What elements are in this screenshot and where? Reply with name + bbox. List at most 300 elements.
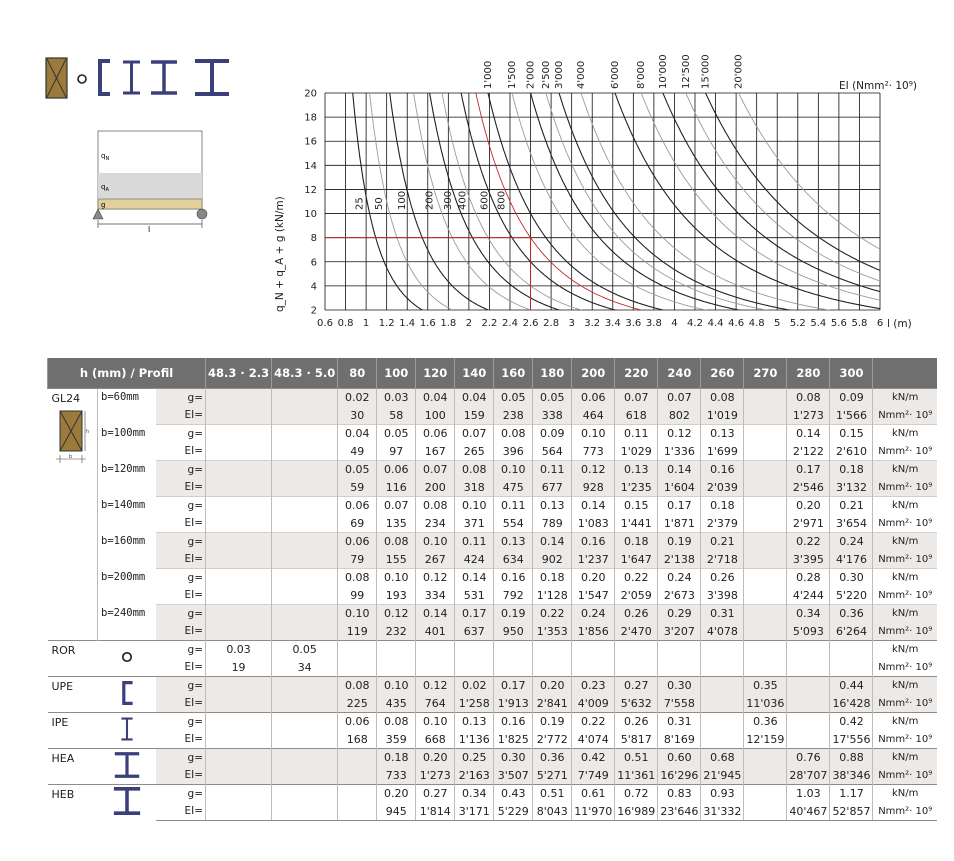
hea-beam-icon: [151, 62, 177, 93]
table-row: [48, 587, 937, 605]
unit-label: Nmm²· 10⁹: [873, 731, 937, 749]
ei-value: 1'029: [615, 443, 658, 461]
g-value: [744, 569, 787, 587]
g-value: 0.36: [744, 713, 787, 731]
ei-value: [272, 443, 338, 461]
g-value: 0.07: [455, 425, 494, 443]
g-value: 0.13: [533, 497, 572, 515]
header-col: 270: [744, 358, 787, 389]
ei-value: [206, 803, 272, 821]
ei-value: 100: [416, 407, 455, 425]
g-value: 0.13: [455, 713, 494, 731]
g-value: 0.08: [416, 497, 455, 515]
unit-label: Nmm²· 10⁹: [873, 515, 937, 533]
ei-value: 1'814: [416, 803, 455, 821]
ei-value: [744, 551, 787, 569]
g-value: [744, 461, 787, 479]
table-row: [48, 677, 937, 695]
key-g: g=: [156, 605, 206, 623]
g-value: [338, 749, 377, 767]
ei-value: [744, 479, 787, 497]
g-value: 0.19: [658, 533, 701, 551]
g-value: 0.22: [615, 569, 658, 587]
ei-value: 2'718: [701, 551, 744, 569]
g-value: 0.18: [830, 461, 873, 479]
width-label: b=100mm: [98, 425, 156, 461]
g-value: 0.10: [572, 425, 615, 443]
width-label: b=160mm: [98, 533, 156, 569]
g-value: 0.08: [377, 533, 416, 551]
unit-label: kN/m: [873, 641, 937, 659]
ei-value: [272, 623, 338, 641]
ei-value: [338, 803, 377, 821]
ei-curves: [294, 52, 900, 334]
unit-label: kN/m: [873, 605, 937, 623]
x-tick-label: 1.4: [399, 318, 416, 329]
g-value: [701, 641, 744, 659]
ei-top-label: 20'000: [733, 54, 745, 89]
table-row: [48, 461, 937, 479]
ei-value: 2'138: [658, 551, 701, 569]
x-tick-label: 3: [568, 318, 575, 329]
g-value: 0.17: [494, 677, 533, 695]
ei-value: 2'039: [701, 479, 744, 497]
glulam-section-icon: [52, 409, 94, 474]
ei-value: 5'632: [615, 695, 658, 713]
ei-value: 200: [416, 479, 455, 497]
g-value: 0.18: [701, 497, 744, 515]
group-name: HEB: [51, 788, 75, 801]
ei-value: 1'128: [533, 587, 572, 605]
y-tick-label: 18: [304, 112, 317, 124]
g-value: [787, 677, 830, 695]
unit-label: kN/m: [873, 785, 937, 803]
unit-label: Nmm²· 10⁹: [873, 623, 937, 641]
ei-value: [272, 407, 338, 425]
header-col: 220: [615, 358, 658, 389]
g-value: 0.16: [494, 713, 533, 731]
g-value: 0.26: [701, 569, 744, 587]
g-value: 0.05: [377, 425, 416, 443]
group-label: [48, 785, 98, 821]
g-value: 0.10: [377, 677, 416, 695]
g-value: 0.17: [658, 497, 701, 515]
key-ei: EI=: [184, 589, 203, 602]
upe-section-icon: [98, 677, 156, 713]
g-value: [744, 605, 787, 623]
g-value: [206, 785, 272, 803]
span-label: l: [148, 225, 151, 234]
g-value: [744, 749, 787, 767]
g-value: 0.61: [572, 785, 615, 803]
ei-curve: [294, 52, 900, 330]
ei-value: 401: [416, 623, 455, 641]
ei-value: 334: [416, 587, 455, 605]
ei-value: [338, 767, 377, 785]
g-value: 0.20: [377, 785, 416, 803]
ei-curve-label: 800: [496, 190, 508, 210]
g-value: 0.14: [455, 569, 494, 587]
g-value: 0.26: [615, 605, 658, 623]
ei-top-label: 1'500: [507, 60, 518, 89]
ei-value: 1'604: [658, 479, 701, 497]
x-tick-label: 4.6: [728, 318, 745, 329]
g-value: 0.08: [494, 425, 533, 443]
ei-value: 116: [377, 479, 416, 497]
group-label: [48, 677, 98, 713]
upe-channel-icon: [100, 61, 110, 94]
table-row: [48, 695, 937, 713]
load-diagram: [90, 128, 215, 238]
y-tick-label: 2: [310, 305, 317, 317]
g-value: 0.21: [830, 497, 873, 515]
ei-value: 8'043: [533, 803, 572, 821]
table-row: [48, 641, 937, 659]
key-g: g=: [156, 533, 206, 551]
ei-value: [455, 659, 494, 677]
g-value: 1.03: [787, 785, 830, 803]
g-value: 0.60: [658, 749, 701, 767]
g-value: 0.93: [701, 785, 744, 803]
header-col: 260: [701, 358, 744, 389]
ei-value: 634: [494, 551, 533, 569]
table-row: [48, 407, 937, 425]
g-value: 0.27: [615, 677, 658, 695]
ei-top-label: 12'500: [680, 54, 692, 89]
g-value: [206, 749, 272, 767]
g-value: 0.14: [658, 461, 701, 479]
ei-value: [206, 623, 272, 641]
ei-curve-label: 300: [443, 190, 455, 210]
key-g: g=: [156, 425, 206, 443]
ei-value: 167: [416, 443, 455, 461]
g-value: 0.08: [338, 677, 377, 695]
ei-value: [272, 695, 338, 713]
table-row: [48, 749, 937, 767]
g-value: [787, 641, 830, 659]
ei-value: 1'235: [615, 479, 658, 497]
g-value: 0.19: [494, 605, 533, 623]
profile-icons: [45, 56, 245, 101]
ei-curve: [294, 52, 900, 334]
g-value: 0.05: [533, 389, 572, 407]
ei-value: 1'441: [615, 515, 658, 533]
g-value: 0.31: [701, 605, 744, 623]
header-col: 80: [338, 358, 377, 389]
g-value: 0.03: [206, 641, 272, 659]
key-ei: EI=: [184, 661, 203, 674]
g-value: 0.06: [338, 533, 377, 551]
table-row: [48, 605, 937, 623]
x-tick-label: 4: [671, 318, 678, 329]
ei-value: 193: [377, 587, 416, 605]
table-row: [48, 659, 937, 677]
ei-value: 1'353: [533, 623, 572, 641]
ei-value: 677: [533, 479, 572, 497]
header-col: 140: [455, 358, 494, 389]
g-label: g: [101, 201, 106, 209]
g-value: 1.17: [830, 785, 873, 803]
g-value: 0.13: [701, 425, 744, 443]
table-row: [48, 497, 937, 515]
table-row: [48, 803, 937, 821]
g-value: 0.30: [494, 749, 533, 767]
g-value: [272, 713, 338, 731]
ei-curve: [294, 52, 900, 333]
g-value: 0.22: [572, 713, 615, 731]
ei-value: 371: [455, 515, 494, 533]
key-ei: EI=: [184, 733, 203, 746]
x-axis-label: l (m): [887, 318, 912, 330]
ei-value: [272, 515, 338, 533]
y-tick-label: 16: [304, 136, 317, 148]
ei-value: 1'871: [658, 515, 701, 533]
ei-value: 2'971: [787, 515, 830, 533]
g-value: 0.25: [455, 749, 494, 767]
g-value: 0.18: [377, 749, 416, 767]
ei-value: 2'379: [701, 515, 744, 533]
g-value: 0.12: [658, 425, 701, 443]
g-value: 0.07: [658, 389, 701, 407]
ei-value: [272, 731, 338, 749]
x-tick-label: 4.4: [707, 318, 724, 329]
ei-top-label: 1'000: [483, 60, 494, 89]
ei-value: 1'019: [701, 407, 744, 425]
header-col: 48.3 · 5.0: [272, 358, 338, 389]
ipe-beam-icon: [123, 62, 140, 93]
g-value: 0.26: [615, 713, 658, 731]
g-value: 0.22: [533, 605, 572, 623]
ei-value: 52'857: [830, 803, 873, 821]
g-value: 0.21: [701, 533, 744, 551]
g-value: 0.04: [416, 389, 455, 407]
g-value: 0.12: [377, 605, 416, 623]
key-ei: EI=: [156, 551, 206, 569]
header-col: 300: [830, 358, 873, 389]
unit-label: Nmm²· 10⁹: [873, 695, 937, 713]
ei-value: 2'610: [830, 443, 873, 461]
ei-top-label: 10'000: [657, 54, 669, 89]
ei-top-label: 6'000: [610, 60, 621, 89]
key-g: g=: [156, 569, 206, 587]
table-row: [48, 623, 937, 641]
ei-value: 5'220: [830, 587, 873, 605]
ei-value: 97: [377, 443, 416, 461]
g-value: [272, 425, 338, 443]
g-value: [572, 641, 615, 659]
g-value: 0.03: [377, 389, 416, 407]
g-value: 0.08: [701, 389, 744, 407]
g-value: [494, 641, 533, 659]
g-value: [272, 677, 338, 695]
g-value: 0.14: [787, 425, 830, 443]
g-value: 0.72: [615, 785, 658, 803]
g-value: 0.36: [830, 605, 873, 623]
g-value: 0.20: [416, 749, 455, 767]
ei-value: [377, 659, 416, 677]
g-value: 0.18: [533, 569, 572, 587]
chart-grid: [325, 93, 880, 310]
g-value: 0.16: [494, 569, 533, 587]
x-tick-label: 4.8: [748, 318, 765, 329]
ei-value: 3'654: [830, 515, 873, 533]
ei-value: 2'163: [455, 767, 494, 785]
ei-value: 1'547: [572, 587, 615, 605]
key-ei: EI=: [156, 695, 206, 713]
width-label: b=60mm: [98, 389, 156, 425]
ei-value: 2'841: [533, 695, 572, 713]
ei-value: 4'176: [830, 551, 873, 569]
ei-value: 3'398: [701, 587, 744, 605]
ei-curve-label: 25: [354, 197, 366, 210]
ei-value: [701, 695, 744, 713]
ei-value: [206, 407, 272, 425]
glulam-icon: [46, 58, 67, 98]
ei-curve-labels: [354, 54, 744, 210]
ei-value: 5'817: [615, 731, 658, 749]
unit-label: kN/m: [873, 425, 937, 443]
ei-value: 764: [416, 695, 455, 713]
g-value: 0.10: [377, 569, 416, 587]
group-label: [48, 749, 98, 785]
g-value: 0.42: [572, 749, 615, 767]
g-value: 0.29: [658, 605, 701, 623]
g-value: 0.14: [533, 533, 572, 551]
ei-value: 1'273: [787, 407, 830, 425]
ei-curve-label: 400: [457, 190, 469, 210]
table-row: [48, 425, 937, 443]
ei-top-label: 3'000: [554, 60, 566, 89]
x-tick-label: 5: [774, 318, 781, 329]
g-value: [338, 641, 377, 659]
key-g: g=: [156, 461, 206, 479]
x-tick-label: 3.4: [604, 318, 621, 329]
ei-top-label: 8'000: [636, 60, 648, 89]
g-value: 0.08: [787, 389, 830, 407]
key-g: g=: [156, 749, 206, 767]
g-value: [658, 641, 701, 659]
ror-section-icon: [98, 641, 156, 677]
ei-value: 1'258: [455, 695, 494, 713]
g-value: 0.10: [455, 497, 494, 515]
group-name: ROR: [51, 644, 76, 657]
ei-value: [787, 659, 830, 677]
ei-value: 23'646: [658, 803, 701, 821]
y-tick-label: 4: [310, 281, 317, 293]
round-tube-icon: [78, 75, 86, 83]
ei-value: 6'264: [830, 623, 873, 641]
ei-value: 802: [658, 407, 701, 425]
x-tick-label: 1.8: [440, 318, 457, 329]
ei-value: 40'467: [787, 803, 830, 821]
ei-value: 1'237: [572, 551, 615, 569]
ei-value: [206, 731, 272, 749]
g-value: 0.20: [572, 569, 615, 587]
g-value: 0.10: [338, 605, 377, 623]
ei-value: [744, 659, 787, 677]
ei-value: 34: [272, 659, 338, 677]
ei-value: 234: [416, 515, 455, 533]
key-ei: EI=: [184, 517, 203, 530]
ei-value: 69: [338, 515, 377, 533]
group-label: [48, 641, 98, 677]
g-value: 0.09: [533, 425, 572, 443]
ei-value: 2'122: [787, 443, 830, 461]
ei-value: 554: [494, 515, 533, 533]
g-value: 0.10: [416, 533, 455, 551]
ei-curve-label: 50: [373, 197, 385, 210]
header-col: 240: [658, 358, 701, 389]
g-value: 0.44: [830, 677, 873, 695]
unit-label: Nmm²· 10⁹: [873, 443, 937, 461]
ei-value: 19: [206, 659, 272, 677]
g-value: 0.11: [455, 533, 494, 551]
g-value: 0.24: [658, 569, 701, 587]
ei-value: 531: [455, 587, 494, 605]
ei-value: 11'970: [572, 803, 615, 821]
ei-value: 1'856: [572, 623, 615, 641]
g-value: 0.12: [572, 461, 615, 479]
unit-label: kN/m: [873, 569, 937, 587]
g-value: 0.08: [377, 713, 416, 731]
group-name: GL24: [51, 392, 81, 405]
ei-value: 928: [572, 479, 615, 497]
group-name: IPE: [51, 716, 69, 729]
g-value: 0.83: [658, 785, 701, 803]
unit-label: kN/m: [873, 497, 937, 515]
g-value: [272, 785, 338, 803]
unit-label: kN/m: [873, 389, 937, 407]
g-value: 0.28: [787, 569, 830, 587]
table-row: [48, 785, 937, 803]
ei-top-label: 15'000: [700, 54, 712, 89]
ei-value: 618: [615, 407, 658, 425]
header-col: 100: [377, 358, 416, 389]
key-ei: EI=: [184, 445, 203, 458]
g-value: 0.06: [572, 389, 615, 407]
unit-label: kN/m: [873, 461, 937, 479]
g-value: 0.76: [787, 749, 830, 767]
unit-label: kN/m: [873, 749, 937, 767]
ei-value: [744, 515, 787, 533]
width-label: b=240mm: [98, 605, 156, 641]
g-value: 0.35: [744, 677, 787, 695]
ei-value: 1'273: [416, 767, 455, 785]
ei-value: [206, 551, 272, 569]
ei-value: [744, 767, 787, 785]
table-row: [48, 533, 937, 551]
key-g: g=: [156, 641, 206, 659]
ei-value: 3'207: [658, 623, 701, 641]
x-tick-label: 3.2: [584, 318, 601, 329]
ei-value: 396: [494, 443, 533, 461]
heb-section-icon: [98, 785, 156, 821]
g-value: 0.42: [830, 713, 873, 731]
table-row: [48, 713, 937, 731]
y-tick-label: 6: [310, 257, 317, 269]
g-value: 0.20: [533, 677, 572, 695]
y-tick-label: 20: [304, 88, 317, 100]
ei-curve-label: 600: [479, 190, 491, 210]
key-g: g=: [156, 785, 206, 803]
ei-value: 2'673: [658, 587, 701, 605]
x-tick-label: 1: [362, 318, 370, 329]
g-value: [455, 641, 494, 659]
unit-label: Nmm²· 10⁹: [873, 407, 937, 425]
ei-value: 1'825: [494, 731, 533, 749]
ei-value: 16'296: [658, 767, 701, 785]
g-value: [272, 533, 338, 551]
